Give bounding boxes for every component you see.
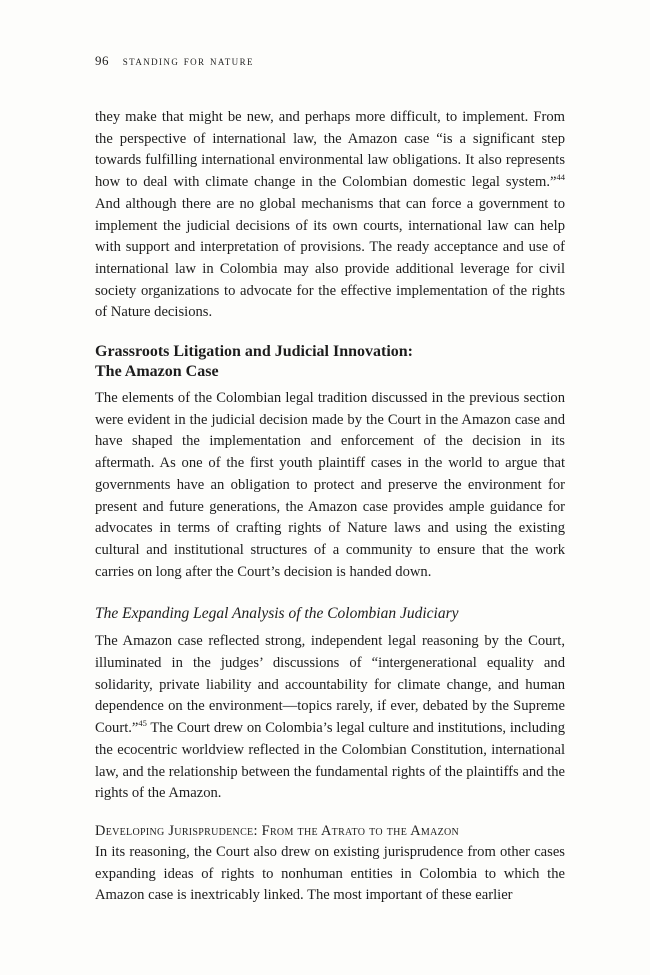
paragraph-3: [95, 631, 565, 805]
paragraph-3-text-after: The Court drew on Colombia’s legal culture and institutions, including the ecocentric worldview reflected in the Colombian Constitution, international law, and the relationship between the fundamental rights of the plaintiffs and the rights of the Amazon.: [95, 720, 565, 802]
paragraph-4: In its reasoning, the Court also drew on existing jurisprudence from other cases expanding ideas of rights to nonhuman entities in Colombia to which the Amazon case is inextricably linked. The most important of these earlier: [95, 843, 565, 904]
footnote-ref-44[interactable]: 44: [556, 172, 565, 183]
section-heading: [95, 342, 565, 382]
section-heading-line2: The Amazon Case: [95, 363, 219, 381]
running-title: standing for nature: [122, 54, 254, 68]
page-number: 96: [95, 53, 109, 68]
body-text: [95, 107, 565, 907]
paragraph-1-text: they make that might be new, and perhaps more difficult, to implement. From the perspective of international law, the Amazon case “is a significant step towards fulfilling international environmental law obligations. It also represents how to deal with climate change in the Colombian domestic legal system.”: [95, 109, 565, 191]
minor-heading: Developing Jurisprudence: From the Atrato to the Amazon: [95, 822, 460, 839]
paragraph-1-text-after: And although there are no global mechanisms that can force a government to implement the judicial decisions of its own courts, international law can help with support and interpretation of provisions. The ready acceptance and use of international law in Colombia may also provide additional leverage for civil society organizations to advocate for the effective implementation of the rights of Nature decisions.: [95, 195, 565, 321]
paragraph-3-text: The Amazon case reflected strong, independent legal reasoning by the Court, illuminated in the judges’ discussions of “intergenerational equality and solidarity, private liability and accountability for climate change, and human dependence on the environment—topics rarely, if ever, debated by the Supreme Court.”: [95, 633, 565, 737]
running-head: [95, 53, 254, 69]
paragraph-1: [95, 107, 565, 324]
section-heading-line1: Grassroots Litigation and Judicial Innovation:: [95, 343, 413, 361]
paragraph-2: The elements of the Colombian legal tradition discussed in the previous section were evident in the judicial decision made by the Court in the Amazon case and have shaped the implementation and enforcement of the decision in its aftermath. As one of the first youth plaintiff cases in the world to argue that governments have an obligation to protect and preserve the environment for present and future generations, the Amazon case provides ample guidance for advocates in terms of crafting rights of Nature laws and using the existing cultural and institutional structures of a community to ensure that the work carries on long after the Court’s decision is handed down.: [95, 390, 565, 580]
footnote-ref-45[interactable]: 45: [138, 718, 147, 729]
subsection-heading: The Expanding Legal Analysis of the Colombian Judiciary: [95, 605, 459, 623]
